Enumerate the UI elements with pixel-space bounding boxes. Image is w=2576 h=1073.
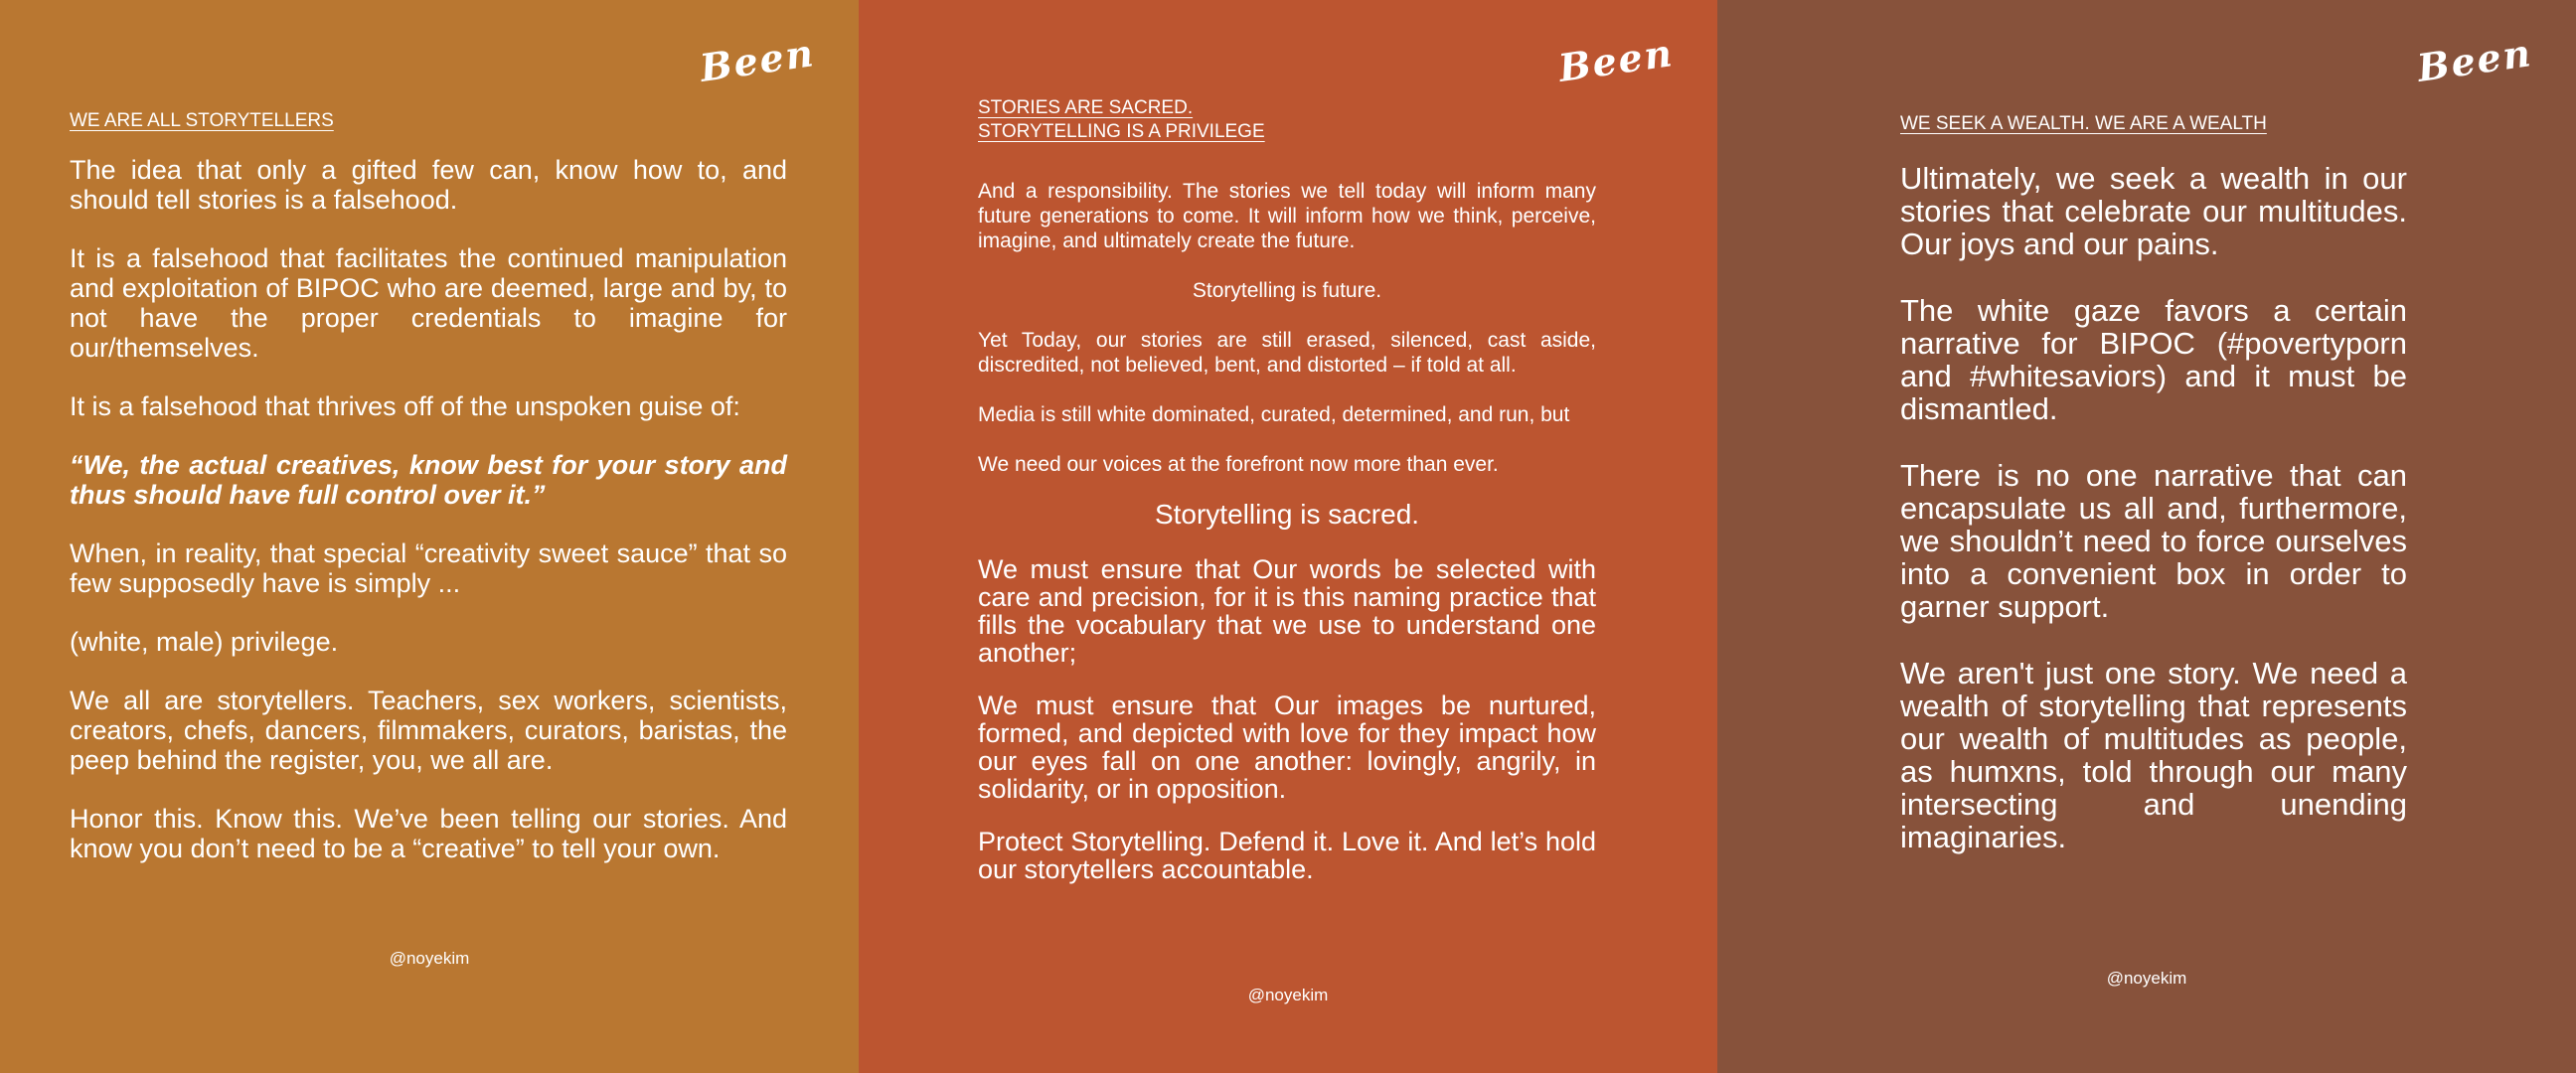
paragraph: We need our voices at the forefront now more than ever.	[978, 452, 1499, 476]
panel-heading: WE ARE ALL STORYTELLERS	[70, 110, 334, 131]
panel-heading-line-2: STORYTELLING IS A PRIVILEGE	[978, 120, 1265, 142]
panel-we-seek-a-wealth	[1717, 0, 2576, 1073]
panel-stories-are-sacred	[859, 0, 1717, 1073]
panel-content	[1900, 112, 2407, 853]
paragraph: We all are storytellers. Teachers, sex workers, scientists, creators, chefs, dancers, filmmakers, curators, baristas, the peep behind the register, you, we all are.	[70, 685, 787, 775]
author-handle: @noyekim	[2106, 969, 2187, 988]
author-handle: @noyekim	[389, 949, 470, 968]
author-handle: @noyekim	[1247, 986, 1329, 1004]
been-logo: Been	[697, 30, 818, 90]
panel-heading-line-1: STORIES ARE SACRED.	[978, 97, 1194, 118]
paragraph: When, in reality, that special “creativity sweet sauce” that so few supposedly have is simply ...	[70, 537, 787, 598]
paragraph: Yet Today, our stories are still erased, silenced, cast aside, discredited, not believed, bent, and distorted – if told at all.	[978, 328, 1596, 377]
paragraph: (white, male) privilege.	[70, 626, 339, 657]
paragraph: It is a falsehood that facilitates the continued manipulation and exploitation of BIPOC who are deemed, large and by, to not have the proper credentials to imagine for our/themselves.	[70, 242, 787, 363]
panel-heading: WE SEEK A WEALTH. WE ARE A WEALTH	[1900, 113, 2267, 134]
paragraph: We must ensure that Our words be selected with care and precision, for it is this naming practice that fills the vocabulary that we use to understand one another;	[978, 553, 1596, 668]
been-logo: Been	[1555, 30, 1677, 90]
been-logo: Been	[2414, 30, 2535, 90]
panel-content	[70, 109, 787, 863]
paragraph: We aren't just one story. We need a wealth of storytelling that represents our wealth of multitudes as people, as humxns, told through our many intersecting and unending imaginaries.	[1900, 655, 2407, 854]
quote-paragraph: “We, the actual creatives, know best for your story and thus should have full control over it.”	[70, 449, 787, 510]
paragraph: Media is still white dominated, curated, determined, and run, but	[978, 402, 1570, 426]
paragraph: Storytelling is future.	[1192, 278, 1382, 302]
paragraph: It is a falsehood that thrives off of the unspoken guise of:	[70, 390, 740, 421]
paragraph: The white gaze favors a certain narrative for BIPOC (#povertyporn and #whitesaviors) and it must be dismantled.	[1900, 292, 2407, 426]
paragraph: Honor this. Know this. We’ve been telling our stories. And know you don’t need to be a “creative” to tell your own.	[70, 803, 787, 863]
panel-content	[978, 96, 1596, 883]
paragraph: The idea that only a gifted few can, know how to, and should tell stories is a falsehood.	[70, 154, 787, 215]
paragraph: There is no one narrative that can encapsulate us all and, furthermore, we shouldn’t need to force ourselves into a convenient box in order to garner support.	[1900, 457, 2407, 624]
panel-we-are-all-storytellers	[0, 0, 859, 1073]
paragraph: And a responsibility. The stories we tell today will inform many future generations to come. It will inform how we think, perceive, imagine, and ultimately create the future.	[978, 179, 1596, 252]
paragraph: Storytelling is sacred.	[1154, 498, 1420, 530]
paragraph: Protect Storytelling. Defend it. Love it. And let’s hold our storytellers accountable.	[978, 826, 1596, 884]
paragraph: Ultimately, we seek a wealth in our stories that celebrate our multitudes. Our joys and our pains.	[1900, 160, 2407, 261]
paragraph: We must ensure that Our images be nurtured, formed, and depicted with love for they impact how our eyes fall on one another: lovingly, angrily, in solidarity, or in opposition.	[978, 690, 1596, 804]
